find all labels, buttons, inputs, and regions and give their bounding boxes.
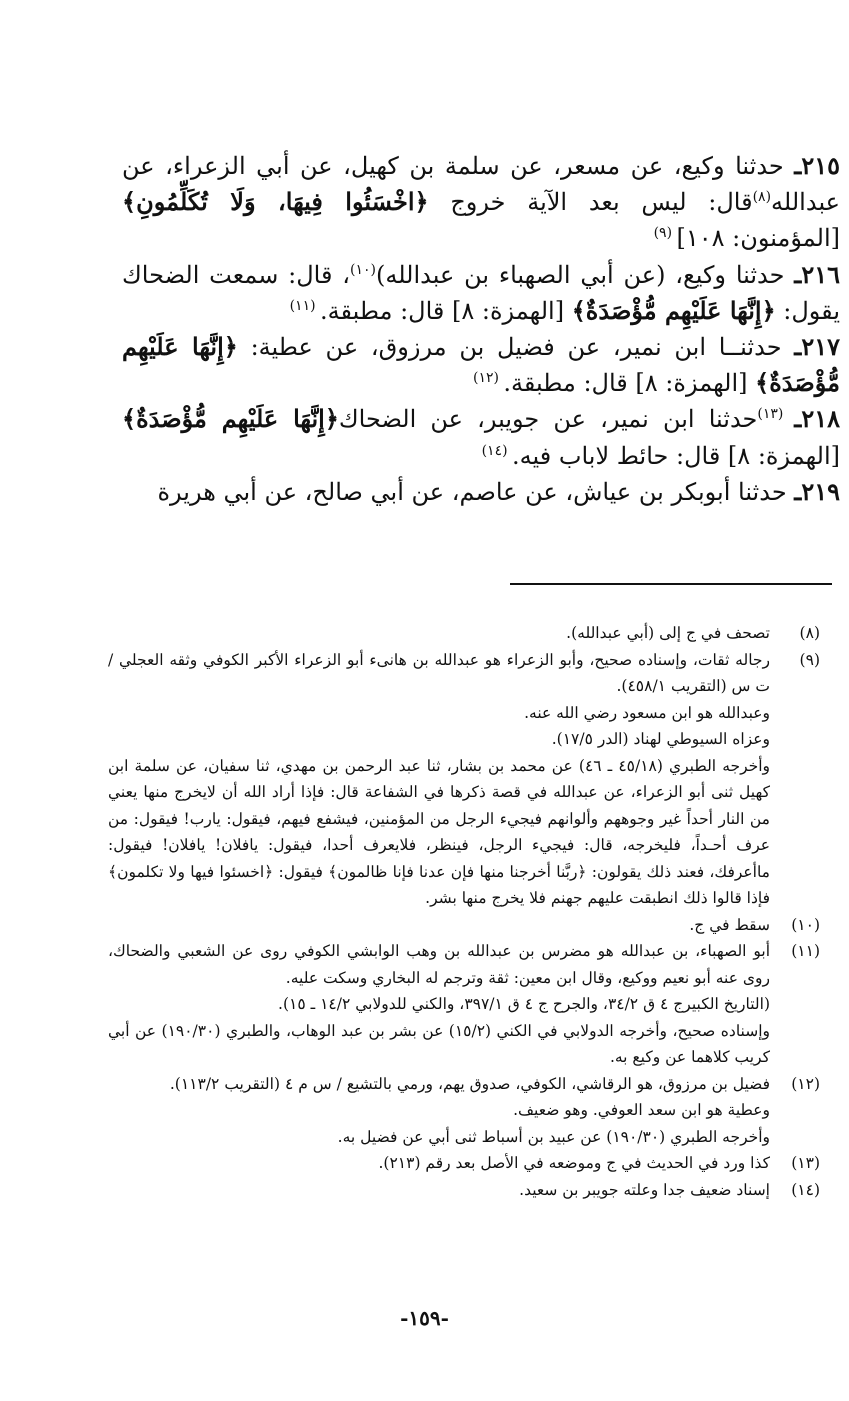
footnote-body [108, 647, 770, 912]
footnote-line: رجاله ثقات، وإسناده صحيح، وأبو الزعراء هو عبدالله بن هانىء أبو الزعراء الأكبر الكوفي وثقه العجلي / ت س (التقريب ٤٥٨/١). [108, 650, 770, 695]
hadith-number: ٢١٥ـ [794, 151, 840, 180]
footnote-number: (١٠) [791, 915, 820, 934]
footnote-line: وإسناده صحيح، وأخرجه الدولابي في الكني (١٥/٢) عن بشر بن عبد الوهاب، والطبري (١٩٠/٣٠) عن أبي كريب كلاهما عن وكيع به. [108, 1021, 771, 1066]
hadith-text: حدثنا أبوبكر بن عياش، عن عاصم، عن أبي صالح، عن أبي هريرة [157, 477, 795, 506]
footnote-body [108, 938, 770, 1071]
footnote-ref: (١١) [289, 297, 321, 314]
hadith-number: ٢١٨ـ [794, 404, 840, 434]
footnote-body [108, 1150, 770, 1177]
footnote-line: وعبدالله هو ابن مسعود رضي الله عنه. [524, 703, 770, 722]
hadith-text: [الهمزة: ٨] قال: حائط لاباب فيه. [512, 441, 840, 470]
footnote-line: وأخرجه الطبري (٤٥/١٨ ـ ٤٦) عن محمد بن بشار، ثنا عبد الرحمن بن مهدي، ثنا سفيان، عن سلمة ابن كهيل ثنى أبو الزعراء، عن عبدالله في قصة ذكرها في الشفاعة قال: فإذا أراد الله أن لايخرج منها يعني من النار أحداً غير وجوههم وألوانهم فيجيء الرجل من المؤمنين، فيشفع فيهم، فيقول: يارب! فيقول: من عرف أحـداً، فليخرجه، قال: فيجيء الرجل، فينظر، فلايعرف أحدا، فيقول: يافلان! يافلان! فيقول: ماأعرفك، فعند ذلك يقولون: ﴿ربَّنا أخرجنا منها فإن عدنا فإنا ظالمون﴾ فيقول: ﴿اخسئوا فيها ولا تكلمون﴾ فإذا قالوا ذلك انطبقت عليهم جهنم فلا يخرج منها بشر. [108, 756, 771, 907]
quran-verse: ﴿اخْسَئُوا فِيهَا، وَلَا تُكَلِّمُونِ﴾ [122, 187, 429, 217]
footnote-10 [108, 912, 820, 939]
footnote-number: (١٤) [791, 1180, 820, 1199]
hadith-216 [122, 257, 840, 329]
footnote-line: كذا ورد في الحديث في ج وموضعه في الأصل بعد رقم (٢١٣). [378, 1154, 770, 1172]
footnote-ref: (١٤) [481, 442, 513, 459]
hadith-text: حدثنــا ابن نمير، عن فضيل بن مرزوق، عن عطية: [237, 333, 795, 362]
hadith-text: حدثنا وكيع، (عن أبي الصهباء بن عبدالله) [375, 260, 795, 289]
footnote-line: وعطية هو ابن سعد العوفي. وهو ضعيف. [513, 1101, 770, 1119]
footnote-divider [510, 583, 832, 585]
footnote-line: (التاريخ الكبيرج ٤ ق ٣٤/٢، والجرح ج ٤ ق ٣٩٧/١، والكني للدولابي ١٤/٢ ـ ١٥). [278, 995, 770, 1013]
hadith-text: [الهمزة: ٨] قال: مطبقة. [503, 369, 756, 398]
footnote-number: (١٣) [791, 1154, 820, 1172]
footnote-line: سقط في ج. [689, 915, 770, 934]
footnote-9 [108, 647, 820, 912]
quran-verse: ﴿إِنَّهَا عَلَيْهِم مُّؤْصَدَةٌ﴾ [122, 404, 339, 434]
footnote-12 [108, 1071, 820, 1151]
hadith-text: ، قال: سمعت الضحاك يقول: [122, 260, 840, 325]
footnote-body [108, 1071, 770, 1151]
footnote-11 [108, 938, 820, 1071]
footnote-line: إسناد ضعيف جدا وعلته جويبر بن سعيد. [519, 1180, 770, 1199]
footnote-number: (٩) [799, 650, 820, 669]
hadith-number: ٢١٧ـ [794, 332, 840, 362]
footnote-body [108, 912, 770, 939]
footnote-number: (٨) [799, 624, 820, 642]
hadith-text: حدثنا ابن نمير، عن جويبر، عن الضحاك [338, 405, 758, 434]
footnote-body [108, 620, 770, 647]
footnote-line: أبو الصهباء، بن عبدالله هو مضرس بن عبدالله بن وهب الوابشي الكوفي روى عن الشعبي والضحاك، روى عنه أبو نعيم ووكيع، وقال ابن معين: ثقة وترجم له البخاري وسكت عليه. [108, 942, 770, 987]
footnote-line: وأخرجه الطبري (١٩٠/٣٠) عن عبيد بن أسباط ثنى أبي عن فضيل به. [337, 1127, 770, 1146]
footnote-ref: (١٣) [757, 406, 795, 423]
footnote-ref: (١٢) [472, 370, 504, 387]
footnote-line: وعزاه السيوطي لهناد (الدر ١٧/٥). [551, 730, 770, 748]
footnote-8 [108, 620, 820, 647]
hadith-219 [122, 474, 840, 510]
footnote-line: فضيل بن مرزوق، هو الرقاشي، الكوفي، صدوق يهم، ورمي بالتشيع / س م ٤ (التقريب ١١٣/٢). [169, 1074, 770, 1093]
hadith-number: ٢١٩ـ [794, 476, 840, 506]
footnote-ref: (١٠) [349, 261, 376, 278]
hadith-text: [المؤمنون: ١٠٨] [676, 224, 840, 253]
hadith-218 [122, 401, 840, 473]
hadith-text: [الهمزة: ٨] قال: مطبقة. [320, 296, 572, 325]
quran-verse: ﴿إِنَّهَا عَلَيْهِم مُّؤْصَدَةٌ﴾ [122, 332, 840, 398]
hadith-text: حدثنا وكيع، عن مسعر، عن سلمة بن كهيل، عن أبي الزعراء، عن عبدالله [122, 152, 840, 217]
hadith-217 [122, 329, 840, 401]
footnote-number: (١١) [791, 942, 820, 960]
page-number: -١٥٩- [400, 1306, 449, 1330]
hadith-215 [122, 148, 840, 257]
hadith-number: ٢١٦ـ [794, 259, 840, 289]
footnote-number: (١٢) [791, 1074, 820, 1093]
hadith-text: قال: ليس بعد الآية خروج [428, 188, 753, 217]
footnote-14 [108, 1177, 820, 1204]
quran-verse: ﴿إِنَّهَا عَلَيْهِم مُّؤْصَدَةٌ﴾ [571, 295, 776, 325]
footnote-ref: (٩) [653, 225, 677, 242]
footnote-line: تصحف في ج إلى (أبي عبدالله). [566, 624, 770, 642]
footnotes [108, 620, 820, 1203]
footnote-ref: (٨) [752, 189, 772, 206]
footnote-body [108, 1177, 770, 1204]
footnote-13 [108, 1150, 820, 1177]
main-text [122, 148, 840, 510]
